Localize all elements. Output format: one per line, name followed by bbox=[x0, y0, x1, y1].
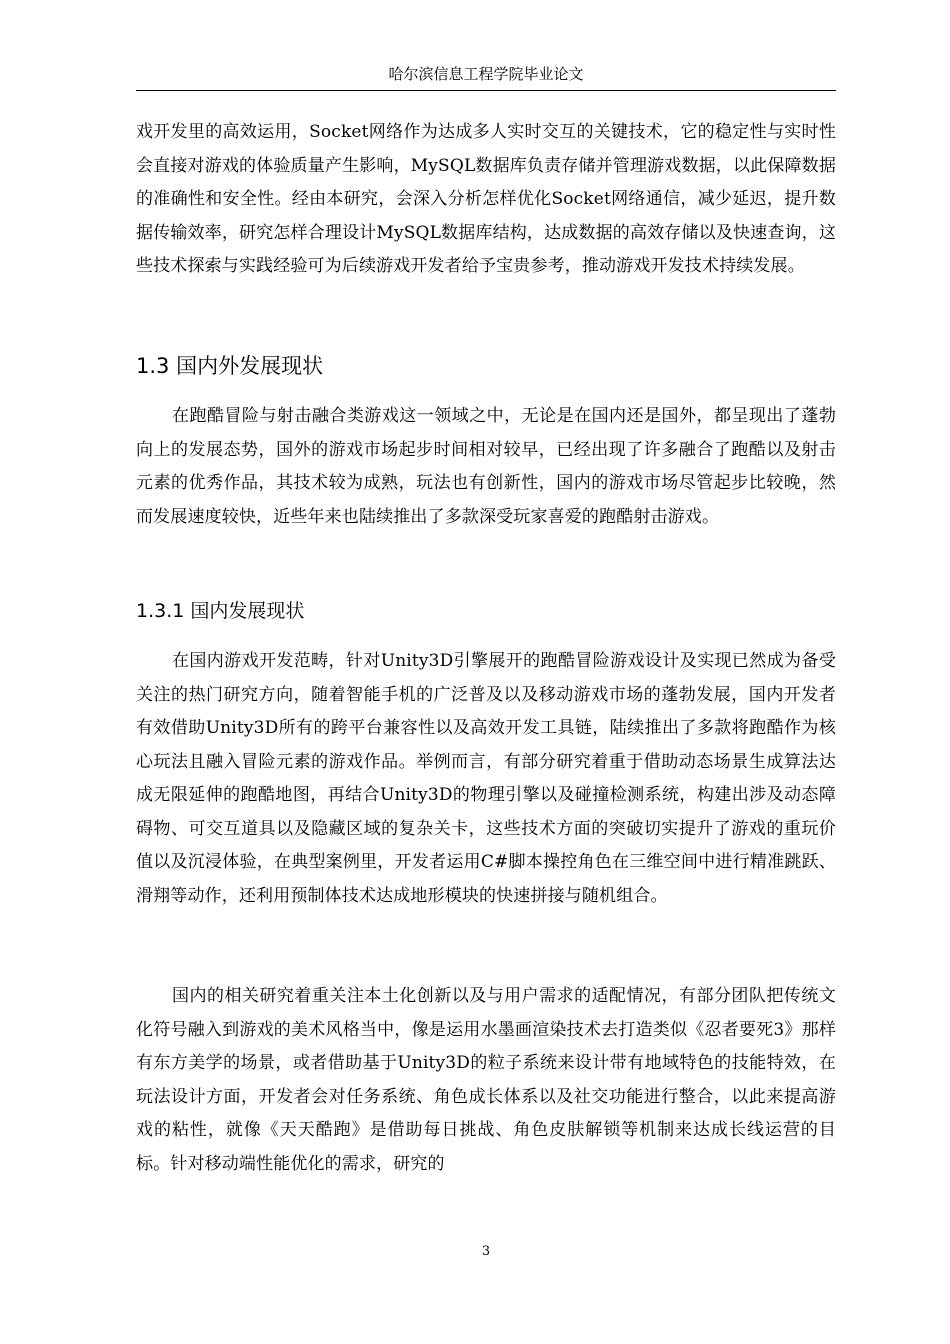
header-rule bbox=[136, 90, 836, 91]
page-number: 3 bbox=[481, 1244, 491, 1259]
running-header: 哈尔滨信息工程学院毕业论文 bbox=[388, 65, 584, 83]
section-heading-1-3: 1.3 国内外发展现状 bbox=[136, 354, 324, 378]
subsection-heading-1-3-1: 1.3.1 国内发展现状 bbox=[136, 600, 305, 622]
paragraph-section-1-3: 在跑酷冒险与射击融合类游戏这一领域之中，无论是在国内还是国外，都呈现出了蓬勃向上的发展态势，国外的游戏市场起步时间相对较早，已经出现了许多融合了跑酷以及射击元素的优秀作品，其技术较为成熟，玩法也有创新性，国内的游戏市场尽管起步比较晚，然而发展速度较快，近些年来也陆续推出了多款深受玩家喜爱的跑酷射击游戏。 bbox=[136, 406, 836, 527]
paragraph-domestic-2: 国内的相关研究着重关注本土化创新以及与用户需求的适配情况，有部分团队把传统文化符号融入到游戏的美术风格当中，像是运用水墨画渲染技术去打造类似《忍者要死3》那样有东方美学的场景，或者借助基于Unity3D的粒子系统来设计带有地域特色的技能特效，在玩法设计方面，开发者会对任务系统、角色成长体系以及社交功能进行整合，以此来提高游戏的粘性，就像《天天酷跑》是借助每日挑战、角色皮肤解锁等机制来达成长线运营的目标。针对移动端性能优化的需求，研究的 bbox=[136, 986, 836, 1174]
paragraph-domestic-1: 在国内游戏开发范畴，针对Unity3D引擎展开的跑酷冒险游戏设计及实现已然成为备受关注的热门研究方向，随着智能手机的广泛普及以及移动游戏市场的蓬勃发展，国内开发者有效借助Unity3D所有的跨平台兼容性以及高效开发工具链，陆续推出了多款将跑酷作为核心玩法且融入冒险元素的游戏作品。举例而言，有部分研究着重于借助动态场景生成算法达成无限延伸的跑酷地图，再结合Unity3D的物理引擎以及碰撞检测系统，构建出涉及动态障碍物、可交互道具以及隐藏区域的复杂关卡，这些技术方面的突破切实提升了游戏的重玩价值以及沉浸体验，在典型案例里，开发者运用C#脚本操控角色在三维空间中进行精准跳跃、滑翔等动作，还利用预制体技术达成地形模块的快速拼接与随机组合。 bbox=[136, 651, 836, 906]
paragraph-intro-continuation: 戏开发里的高效运用，Socket网络作为达成多人实时交互的关键技术，它的稳定性与实时性会直接对游戏的体验质量产生影响，MySQL数据库负责存储并管理游戏数据，以此保障数据的准确性和安全性。经由本研究，会深入分析怎样优化Socket网络通信，减少延迟，提升数据传输效率，研究怎样合理设计MySQL数据库结构，达成数据的高效存储以及快速查询，这些技术探索与实践经验可为后续游戏开发者给予宝贵参考，推动游戏开发技术持续发展。 bbox=[136, 122, 836, 276]
